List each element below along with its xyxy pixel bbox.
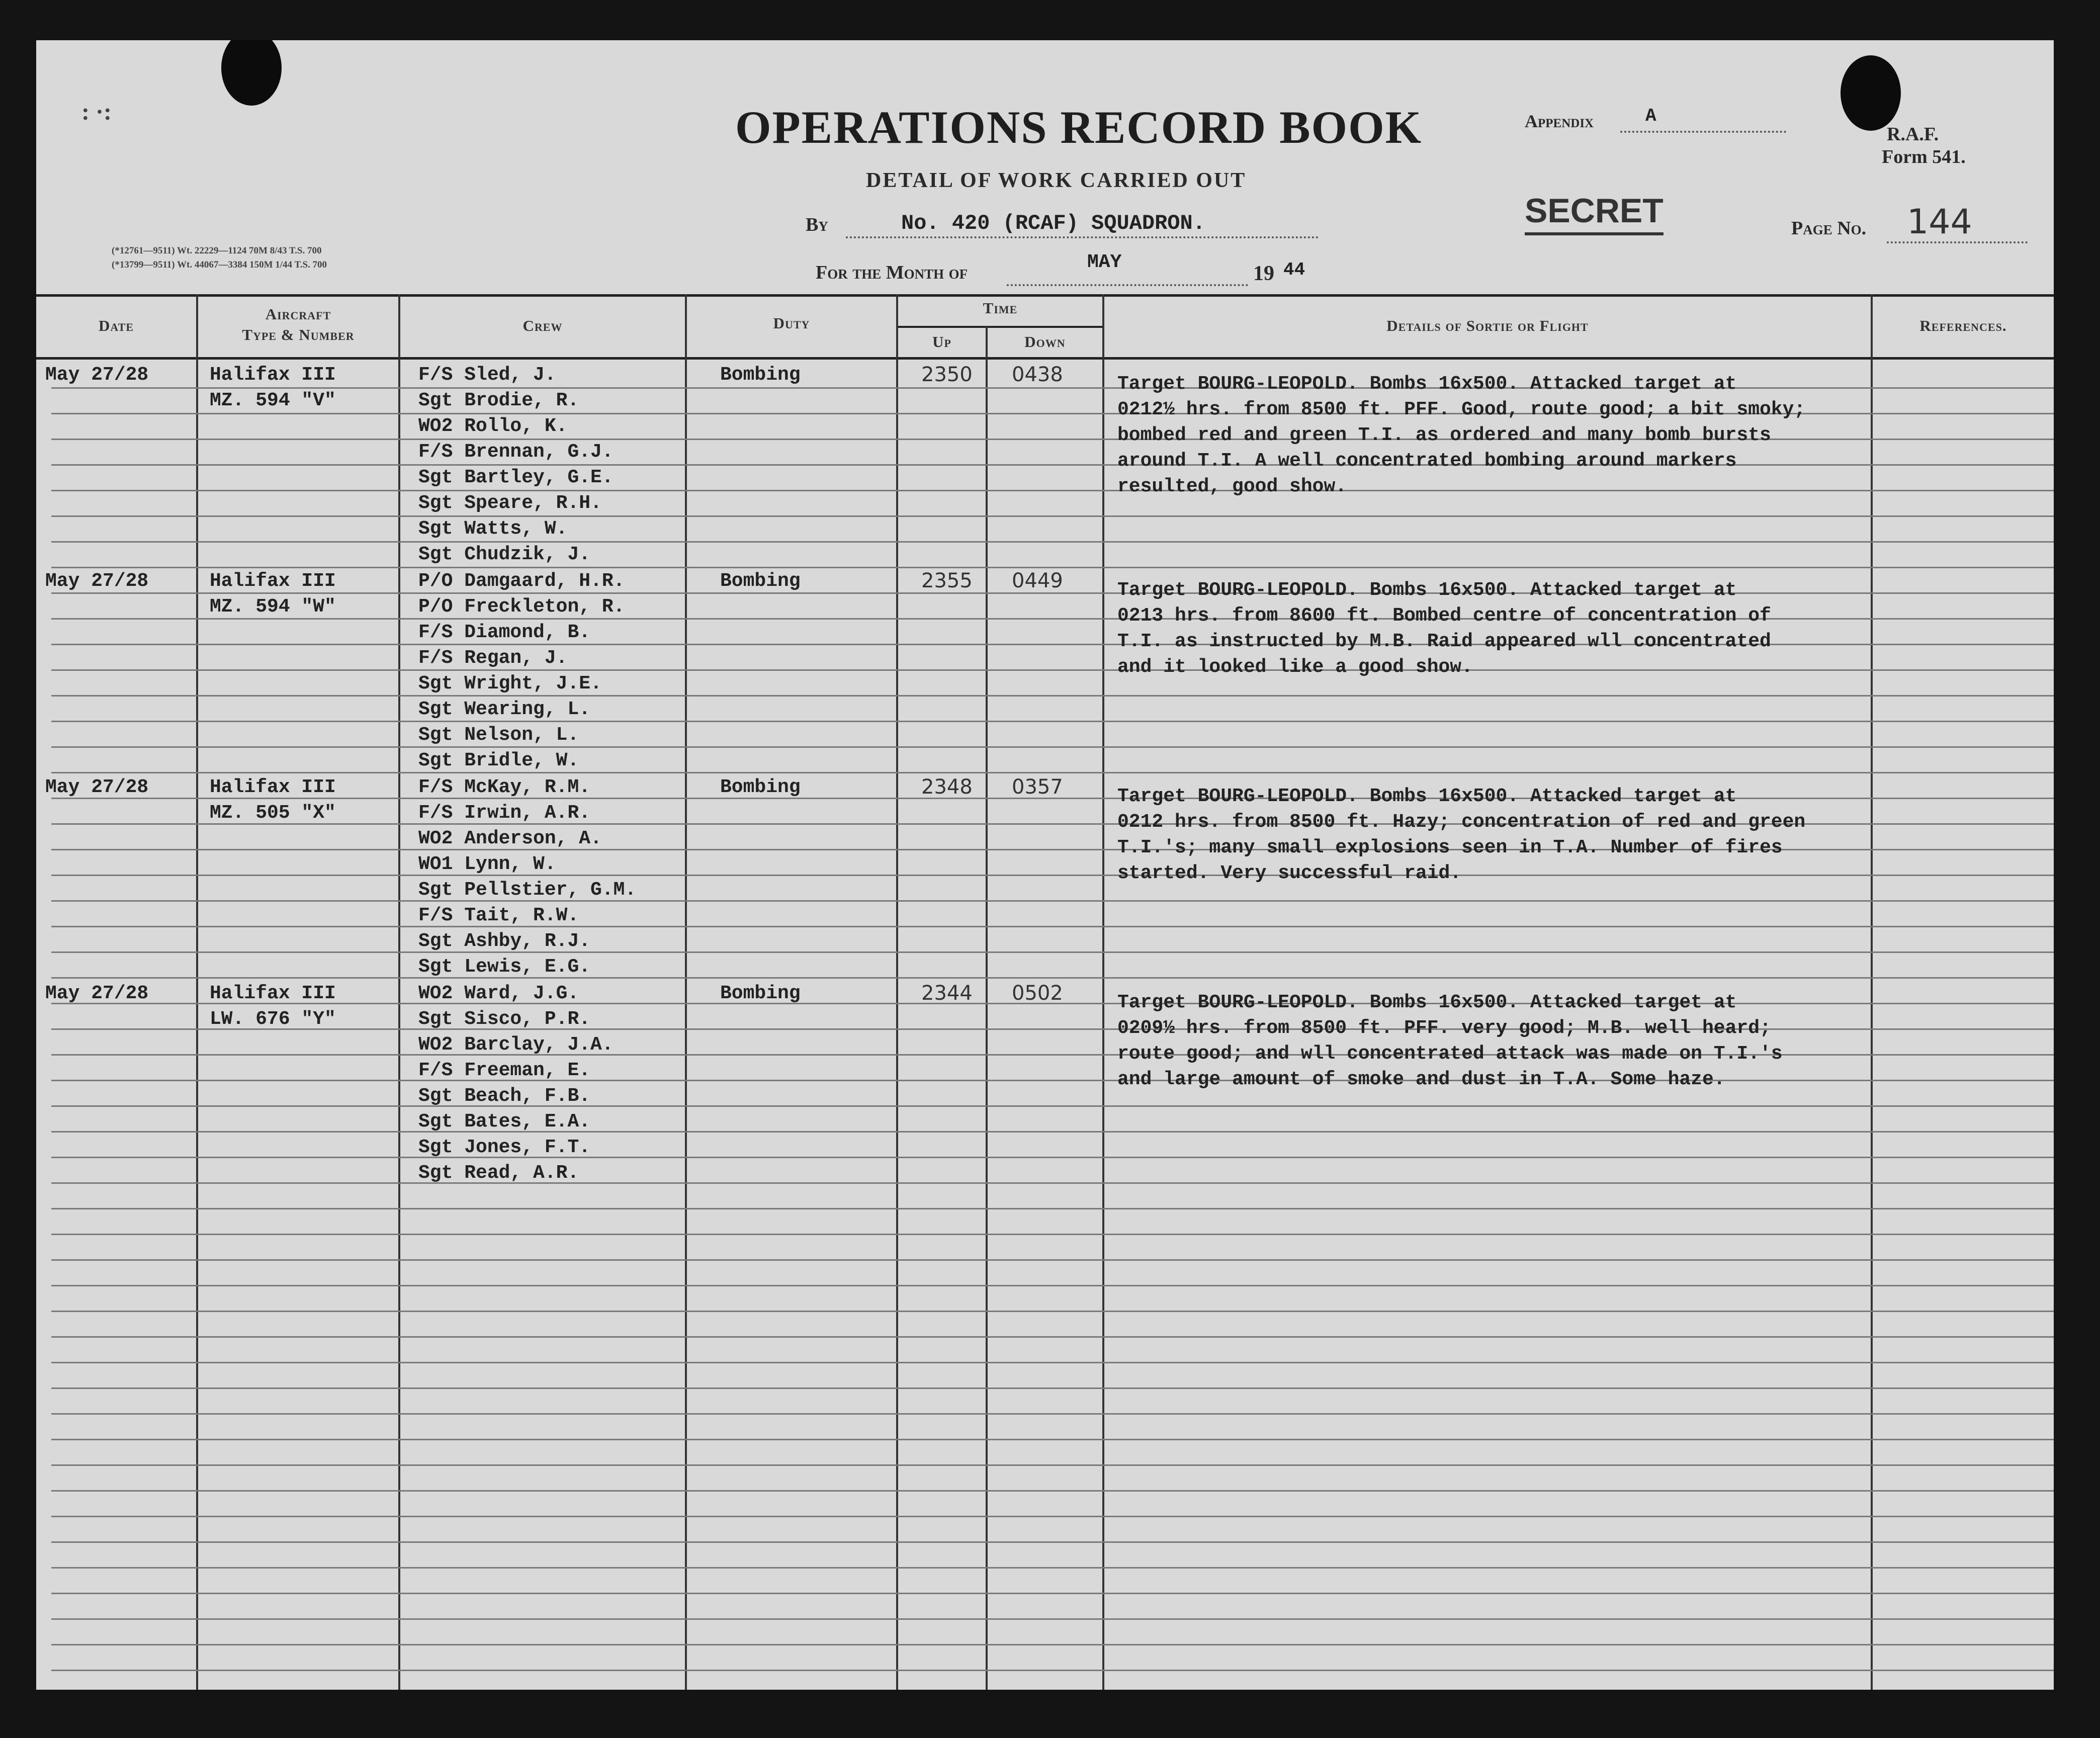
crew-member: F/S Freeman, E. [418,1060,591,1081]
month-label: For the Month of [816,262,968,283]
ruled-line [51,772,2054,773]
crew-member: F/S Irwin, A.R. [418,802,591,824]
col-divider-time [1102,294,1104,1690]
crew-member: F/S Sled, J. [418,364,556,386]
crew-member: Sgt Nelson, L. [418,724,579,746]
ruled-line [51,669,2054,671]
time-down: 0438 [1012,363,1063,386]
crew-member: WO2 Anderson, A. [418,828,602,849]
crew-member: WO2 Ward, J.G. [418,983,579,1004]
ruled-line [51,1464,2054,1466]
ruled-line [51,1413,2054,1415]
crew-member: F/S Diamond, B. [418,622,591,643]
crew-member: Sgt Bartley, G.E. [418,467,614,488]
ruled-line [51,695,2054,697]
time-down: 0449 [1012,569,1063,592]
header-aircraft-line2: Type & Number [242,326,355,343]
sortie-detail-line: Target BOURG-LEOPOLD. Bombs 16x500. Attacked target at [1117,786,1737,807]
ruled-line [51,1259,2054,1261]
crew-member: Sgt Bridle, W. [418,750,579,771]
ruled-line [51,875,2054,876]
crew-member: Sgt Chudzik, J. [418,544,591,565]
crew-member: WO1 Lynn, W. [418,853,556,875]
sortie-date: May 27/28 [45,570,149,592]
page-number-label: Page No. [1791,218,1867,239]
ruled-line [51,951,2054,953]
crew-member: Sgt Beach, F.B. [418,1085,591,1107]
sortie-detail-line: around T.I. A well concentrated bombing around markers [1117,450,1737,472]
time-up: 2350 [921,363,973,386]
table-header-border [36,357,2054,360]
crew-member: Sgt Wearing, L. [418,699,591,720]
ruled-line [51,926,2054,927]
form-line-1: R.A.F. [1887,124,1939,145]
time-down: 0357 [1012,775,1063,799]
ruled-line [51,1336,2054,1338]
sortie-date: May 27/28 [45,983,149,1004]
ruled-line [51,1387,2054,1389]
sortie-duty: Bombing [720,570,801,592]
print-code-1: (*12761—9511) Wt. 22229—1124 70M 8/43 T.S. 700 [112,245,322,256]
aircraft-type: Halifax III [210,364,336,386]
ruled-line [51,900,2054,902]
crew-member: Sgt Jones, F.T. [418,1137,591,1158]
ruled-line [51,1080,2054,1081]
col-divider-aircraft [398,294,400,1690]
crew-member: Sgt Wright, J.E. [418,673,602,694]
ruled-line [51,1208,2054,1209]
col-divider-duty [896,294,898,1690]
crew-member: Sgt Bates, E.A. [418,1111,591,1133]
sortie-detail-line: started. Very successful raid. [1117,862,1462,884]
crew-member: Sgt Sisco, P.R. [418,1008,591,1030]
ruled-line [51,746,2054,748]
time-down: 0502 [1012,982,1063,1005]
ruled-line [51,1439,2054,1440]
time-up: 2355 [921,569,973,592]
year-prefix: 19 [1253,262,1274,285]
sortie-duty: Bombing [720,364,801,386]
ruled-line [51,1362,2054,1363]
sortie-detail-line: T.I.'s; many small explosions seen in T.A. Number of fires [1117,837,1783,858]
time-subheader-border [896,326,1102,328]
by-underline [846,236,1319,238]
col-divider-crew [685,294,687,1690]
sortie-duty: Bombing [720,983,801,1004]
header-time-up: Up [932,333,951,351]
crew-member: WO2 Rollo, K. [418,415,568,437]
print-code-2: (*13799—9511) Wt. 44067—3384 150M 1/44 T.S. 700 [112,259,327,270]
ruled-line [51,721,2054,722]
crew-member: F/S Regan, J. [418,647,568,669]
time-up: 2348 [921,775,973,799]
time-up: 2344 [921,982,973,1005]
header-date: Date [99,317,134,334]
month-underline [1007,284,1248,286]
crew-member: Sgt Ashby, R.J. [418,930,591,952]
form-line-2: Form 541. [1882,146,1966,167]
col-divider-up [986,326,988,1690]
appendix-label: Appendix [1525,111,1594,131]
sortie-detail-line: route good; and wll concentrated attack was made on T.I.'s [1117,1043,1783,1065]
punch-hole-left [221,40,282,106]
month-value: MAY [1087,251,1122,273]
crew-member: F/S McKay, R.M. [418,776,591,798]
ruled-line [51,1541,2054,1543]
aircraft-type: Halifax III [210,983,336,1004]
ruled-line [51,1618,2054,1620]
header-duty: Duty [773,314,810,332]
header-crew: Crew [522,317,563,334]
sortie-detail-line: 0212 hrs. from 8500 ft. Hazy; concentration of red and green [1117,811,1806,833]
aircraft-number: LW. 676 "Y" [210,1008,336,1030]
ruled-line [51,977,2054,979]
header-references: References. [1919,317,2007,334]
header-aircraft-line1: Aircraft [265,305,331,323]
crew-member: P/O Freckleton, R. [418,596,625,618]
ruled-line [51,1670,2054,1671]
header-time: Time [983,299,1018,317]
aircraft-number: MZ. 594 "V" [210,390,336,411]
header-time-down: Down [1024,333,1066,351]
crew-member: WO2 Barclay, J.A. [418,1034,614,1056]
sortie-detail-line: resulted, good show. [1117,476,1347,497]
ruled-line [51,1516,2054,1517]
crew-member: F/S Brennan, G.J. [418,441,614,463]
col-divider-details [1871,294,1873,1690]
crew-member: Sgt Read, A.R. [418,1162,579,1184]
sortie-detail-line: Target BOURG-LEOPOLD. Bombs 16x500. Attacked target at [1117,579,1737,601]
sortie-detail-line: 0213 hrs. from 8600 ft. Bombed centre of concentration of [1117,605,1771,627]
sortie-detail-line: 0209½ hrs. from 8500 ft. PFF. very good; M.B. well heard; [1117,1017,1771,1039]
ruled-line [51,1105,2054,1107]
ruled-line [51,1593,2054,1594]
sortie-detail-line: bombed red and green T.I. as ordered and many bomb bursts [1117,424,1771,446]
sortie-detail-line: 0212½ hrs. from 8500 ft. PFF. Good, route good; a bit smoky; [1117,399,1806,420]
ruled-line [51,1285,2054,1286]
record-sheet [36,40,2054,1690]
aircraft-type: Halifax III [210,776,336,798]
crew-member: Sgt Pellstier, G.M. [418,879,637,901]
sortie-detail-line: T.I. as instructed by M.B. Raid appeared wll concentrated [1117,631,1771,652]
crew-member: P/O Damgaard, H.R. [418,570,625,592]
col-divider-date [196,294,198,1690]
appendix-underline [1620,131,1786,133]
ruled-line [51,490,2054,491]
ruled-line [51,1567,2054,1569]
sortie-detail-line: Target BOURG-LEOPOLD. Bombs 16x500. Attacked target at [1117,373,1737,395]
secret-stamp: SECRET [1525,191,1664,235]
aircraft-number: MZ. 594 "W" [210,596,336,618]
sortie-detail-line: and large amount of smoke and dust in T.A. Some haze. [1117,1069,1725,1090]
sortie-date: May 27/28 [45,776,149,798]
ruled-line [51,1311,2054,1312]
aircraft-number: MZ. 505 "X" [210,802,336,824]
squadron-name: No. 420 (RCAF) SQUADRON. [901,211,1205,235]
sortie-detail-line: and it looked like a good show. [1117,656,1473,678]
ruled-line [51,1131,2054,1133]
table-top-border [36,294,2054,297]
crew-member: Sgt Watts, W. [418,518,568,540]
crew-member: Sgt Brodie, R. [418,390,579,411]
punch-hole-right [1841,55,1901,131]
crew-member: Sgt Speare, R.H. [418,492,602,514]
sortie-date: May 27/28 [45,364,149,386]
ruled-line [51,464,2054,466]
ruled-line [51,1157,2054,1158]
page-number: 144 [1907,202,1972,242]
ruled-line [51,1182,2054,1184]
crew-member: F/S Tait, R.W. [418,905,579,926]
sortie-duty: Bombing [720,776,801,798]
ruled-line [51,1644,2054,1645]
crew-member: Sgt Lewis, E.G. [418,956,591,978]
aircraft-type: Halifax III [210,570,336,592]
appendix-value: A [1645,106,1656,126]
ruled-line [51,1490,2054,1492]
ruled-line [51,1234,2054,1235]
page-subtitle: DETAIL OF WORK CARRIED OUT [866,169,1247,192]
ruled-line [51,515,2054,517]
header-details: Details of Sortie or Flight [1386,317,1589,334]
by-label: By [806,214,828,235]
corner-mark: : ·: [81,99,112,125]
year-digits: 44 [1283,259,1305,280]
sortie-detail-line: Target BOURG-LEOPOLD. Bombs 16x500. Attacked target at [1117,992,1737,1013]
page-title: OPERATIONS RECORD BOOK [735,102,1423,153]
ruled-line [51,541,2054,543]
